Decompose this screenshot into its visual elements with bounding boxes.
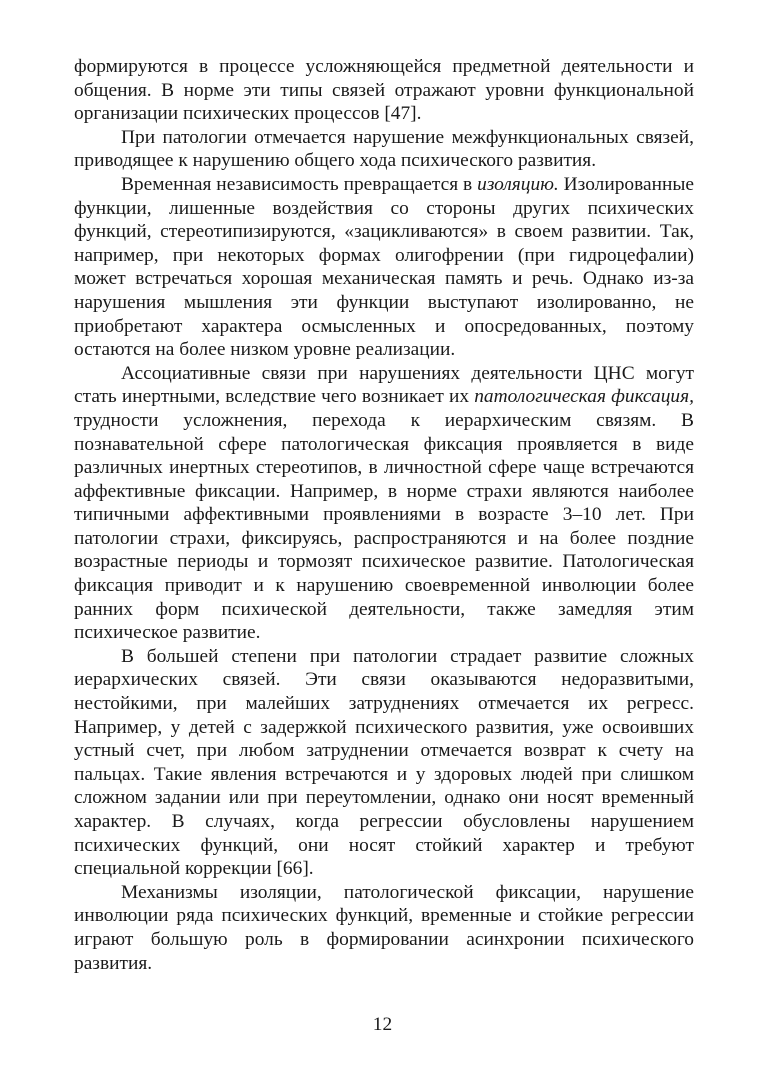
paragraph-fixation-lead: Ассоциативные связи при нарушениях деятельности ЦНС могут стать инертными, вследствие чего возникает их <box>74 362 694 408</box>
body-text <box>74 55 694 975</box>
term-pathological-fixation: патологическая фиксация, <box>474 386 694 408</box>
paragraph-fixation <box>74 362 694 645</box>
paragraph-pathology-connections: При патологии отмечается нарушение межфункциональных связей, приводящее к нарушению общего хода психического развития. <box>74 126 694 172</box>
paragraph-isolation-body: Изолированные функции, лишенные воздействия со стороны других психических функций, стереотипизируются, «зацикливаются» в своем развитии. Так, например, при некоторых формах олигофрении (при гидроцефалии) может встречаться хорошая механическая память и речь. Однако из-за нарушения мышления эти функции выступают изолированно, не приобретают характера осмысленных и опосредованных, поэтому остаются на более низком уровне реализации. <box>74 173 694 361</box>
paragraph-isolation <box>74 173 694 362</box>
page-number: 12 <box>372 1014 393 1035</box>
paragraph-hierarchical-connections: В большей степени при патологии страдает развитие сложных иерархических связей. Эти связи оказываются недоразвитыми, нестойкими, при малейших затруднениях отмечается их регресс. Например, у детей с задержкой психического развития, уже освоивших устный счет, при любом затруднении отмечается возврат к счету на пальцах. Такие явления встречаются и у здоровых людей при слишком сложном задании или при переутомлении, однако они носят временный характер. В случаях, когда регрессии обусловлены нарушением психических функций, они носят стойкий характер и требуют специальной коррекции [66]. <box>74 645 694 880</box>
paragraph-isolation-lead: Временная независимость превращается в <box>121 173 478 195</box>
paragraph-fixation-body: трудности усложнения, перехода к иерархическим связям. В познавательной сфере патологическая фиксация проявляется в виде различных инертных стереотипов, в личностной сфере чаще встречаются аффективные фиксации. Например, в норме страхи являются наиболее типичными аффективными проявлениями в возрасте 3–10 лет. При патологии страхи, фиксируясь, распространяются и на более поздние возрастные периоды и тормозят психическое развитие. Патологическая фиксация приводит и к нарушению своевременной инволюции более ранних форм психической деятельности, также замедляя этим психическое развитие. <box>74 409 694 644</box>
term-isolation: изоляцию. <box>477 173 559 195</box>
paragraph-continuation: формируются в процессе усложняющейся предметной деятельности и общения. В норме эти типы связей отражают уровни функциональной организации психических процессов [47]. <box>74 56 694 125</box>
paragraph-mechanisms: Механизмы изоляции, патологической фиксации, нарушение инволюции ряда психических функций, временные и стойкие регрессии играют большую роль в формировании асинхронии психического развития. <box>74 881 694 974</box>
